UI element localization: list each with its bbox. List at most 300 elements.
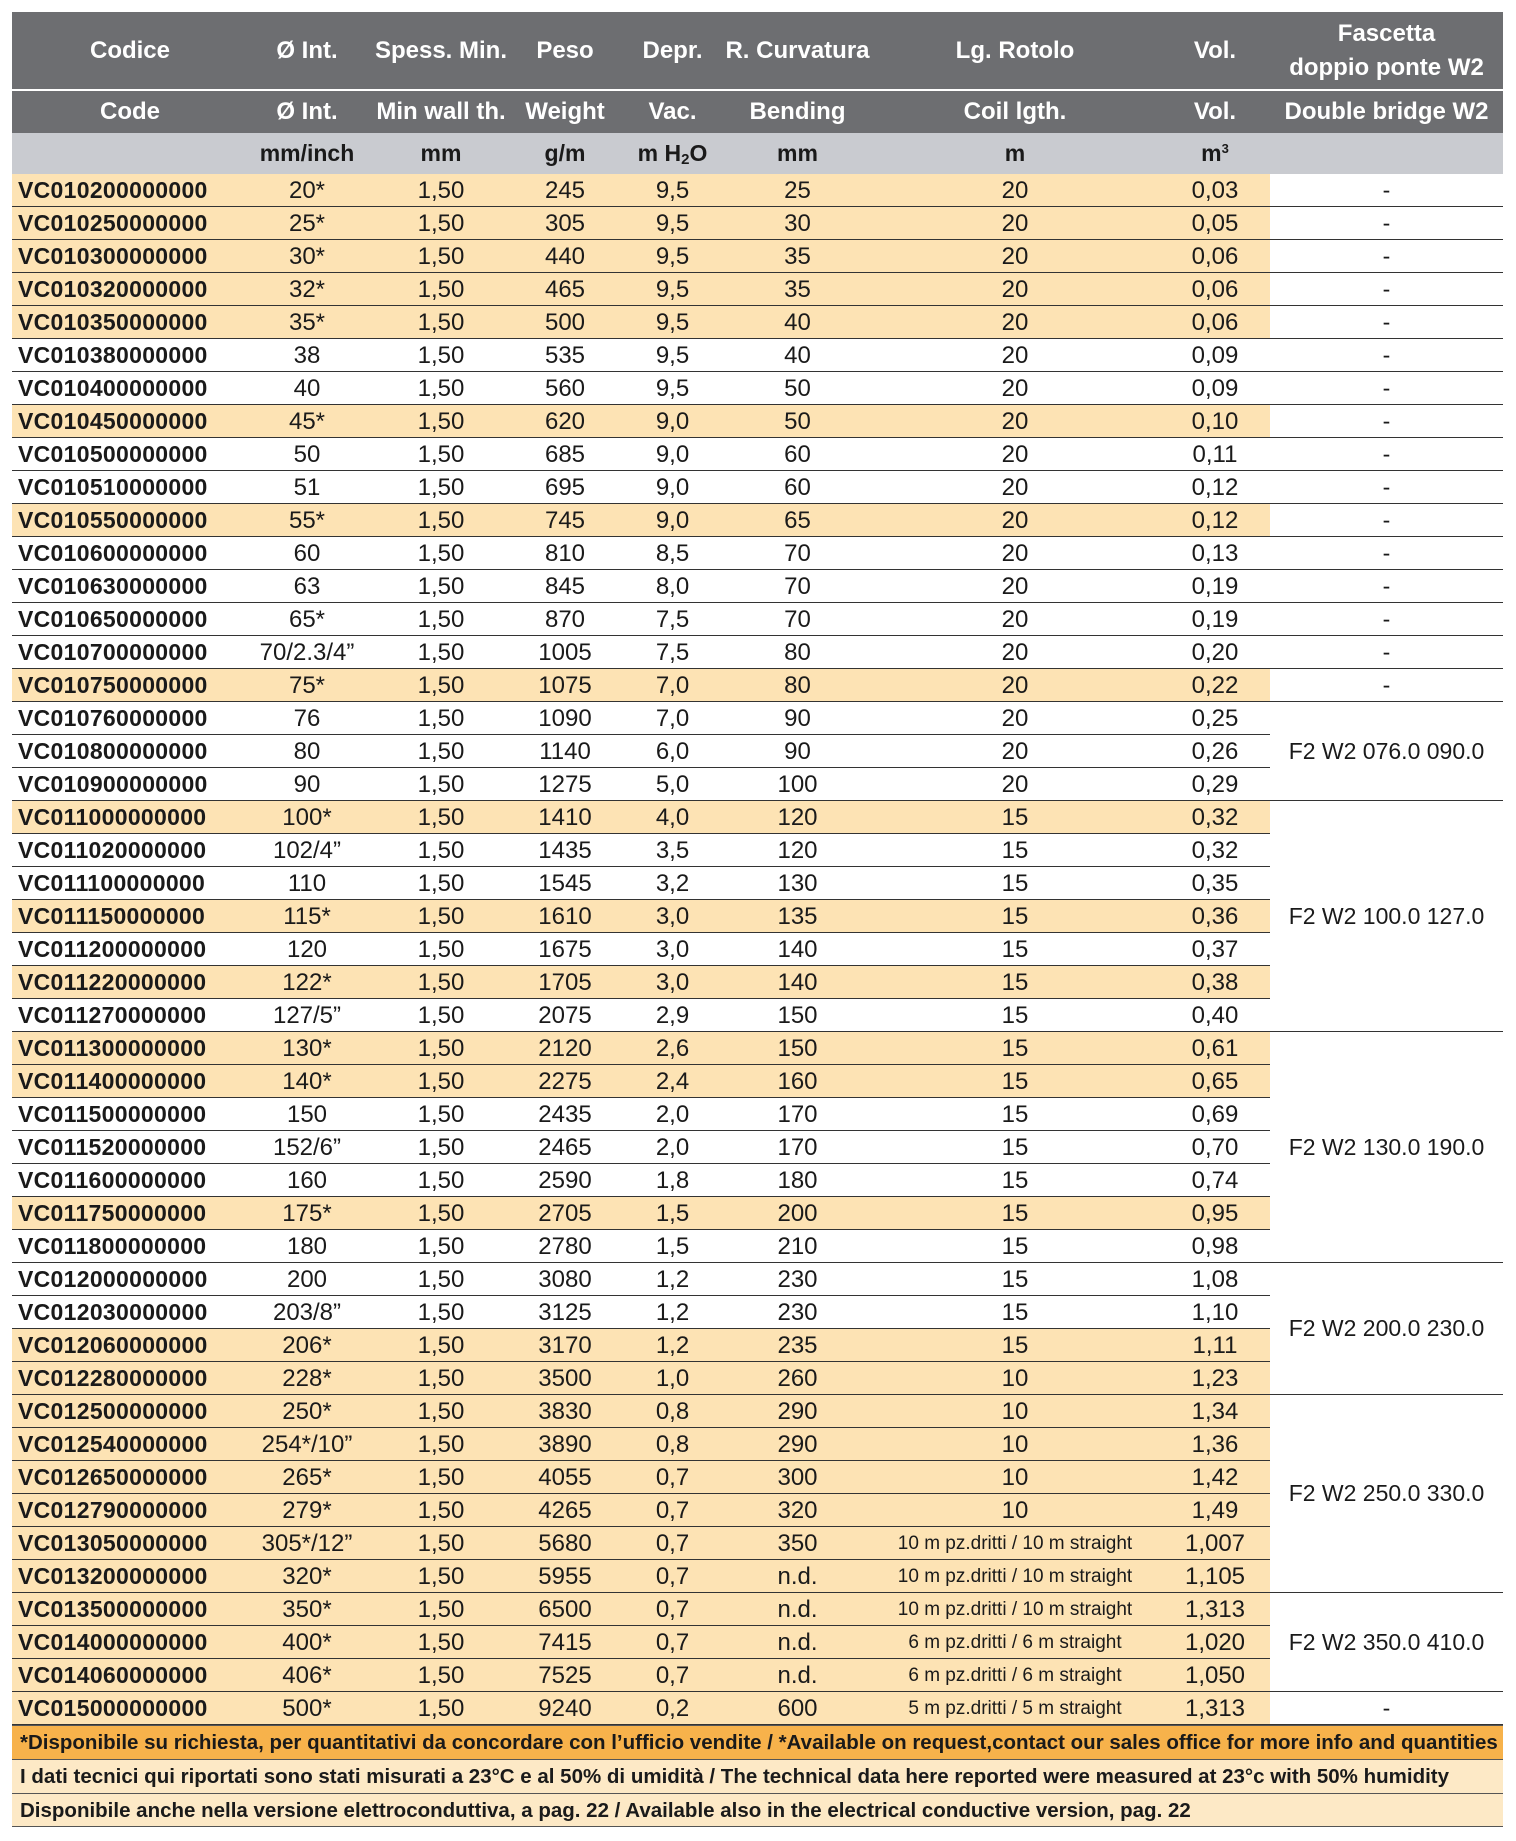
header-bending: Bending [725,90,870,133]
wall-cell: 1,50 [372,405,510,438]
wall-cell: 1,50 [372,339,510,372]
coil-cell: 10 m pz.dritti / 10 m straight [870,1527,1160,1560]
header-curvatura: R. Curvatura [725,12,870,90]
wall-cell: 1,50 [372,174,510,207]
vol-cell: 1,11 [1160,1329,1270,1362]
int-cell: 150 [242,1098,372,1131]
bending-cell: 210 [725,1230,870,1263]
vol-cell: 0,65 [1160,1065,1270,1098]
weight-cell: 245 [510,174,620,207]
coil-cell: 20 [870,339,1160,372]
fascetta-cell: - [1270,669,1503,702]
fascetta-cell: - [1270,504,1503,537]
coil-cell: 20 [870,471,1160,504]
code-cell: VC014000000000 [12,1626,242,1659]
wall-cell: 1,50 [372,504,510,537]
vac-cell: 9,5 [620,273,725,306]
code-cell: VC010760000000 [12,702,242,735]
table-row [12,273,1503,306]
vac-cell: 9,0 [620,504,725,537]
coil-cell: 10 [870,1461,1160,1494]
code-cell: VC010600000000 [12,537,242,570]
coil-cell: 20 [870,735,1160,768]
header-rotolo: Lg. Rotolo [870,12,1160,90]
coil-cell: 10 [870,1494,1160,1527]
int-cell: 175* [242,1197,372,1230]
coil-cell: 15 [870,867,1160,900]
int-cell: 152/6” [242,1131,372,1164]
vol-cell: 1,49 [1160,1494,1270,1527]
unit-coil: m [870,133,1160,174]
header-int: Ø Int. [242,12,372,90]
wall-cell: 1,50 [372,1692,510,1725]
coil-cell: 20 [870,240,1160,273]
fascetta-cell: - [1270,240,1503,273]
bending-cell: 120 [725,834,870,867]
header-code: Code [12,90,242,133]
coil-cell: 15 [870,1296,1160,1329]
bending-cell: 35 [725,240,870,273]
weight-cell: 4265 [510,1494,620,1527]
table-row [12,1692,1503,1725]
wall-cell: 1,50 [372,372,510,405]
vol-cell: 1,36 [1160,1428,1270,1461]
wall-cell: 1,50 [372,471,510,504]
note-availability: *Disponibile su richiesta, per quantitativi da concordare con l’ufficio vendite / *Available on request,contact our sales office for more info and quantities [12,1725,1503,1759]
wall-cell: 1,50 [372,966,510,999]
vac-cell: 0,7 [620,1494,725,1527]
bending-cell: 90 [725,702,870,735]
table-row [12,306,1503,339]
weight-cell: 3080 [510,1263,620,1296]
weight-cell: 2590 [510,1164,620,1197]
code-cell: VC013500000000 [12,1593,242,1626]
table-row [12,339,1503,372]
code-cell: VC011750000000 [12,1197,242,1230]
hose-spec-table [12,12,1503,1725]
table-row [12,240,1503,273]
coil-cell: 10 [870,1395,1160,1428]
header-fascetta [1270,12,1503,90]
wall-cell: 1,50 [372,1032,510,1065]
vol-cell: 1,050 [1160,1659,1270,1692]
coil-cell: 20 [870,306,1160,339]
int-cell: 38 [242,339,372,372]
int-cell: 90 [242,768,372,801]
unit-vol: $m^3$ [1160,133,1270,174]
vac-cell: 0,8 [620,1395,725,1428]
wall-cell: 1,50 [372,1494,510,1527]
wall-cell: 1,50 [372,603,510,636]
int-cell: 55* [242,504,372,537]
wall-cell: 1,50 [372,1164,510,1197]
wall-cell: 1,50 [372,537,510,570]
table-row [12,372,1503,405]
vol-cell: 1,10 [1160,1296,1270,1329]
fascetta-cell: F2 W2 130.0 190.0 [1270,1032,1503,1263]
code-cell: VC011220000000 [12,966,242,999]
coil-cell: 15 [870,1197,1160,1230]
table-row [12,537,1503,570]
coil-cell: 15 [870,933,1160,966]
int-cell: 350* [242,1593,372,1626]
int-cell: 400* [242,1626,372,1659]
int-cell: 265* [242,1461,372,1494]
vac-cell: 7,0 [620,669,725,702]
code-cell: VC011150000000 [12,900,242,933]
table-row [12,207,1503,240]
coil-cell: 20 [870,669,1160,702]
int-cell: 40 [242,372,372,405]
wall-cell: 1,50 [372,1065,510,1098]
vol-cell: 0,36 [1160,900,1270,933]
wall-cell: 1,50 [372,1527,510,1560]
weight-cell: 2780 [510,1230,620,1263]
int-cell: 120 [242,933,372,966]
int-cell: 25* [242,207,372,240]
bending-cell: n.d. [725,1560,870,1593]
code-cell: VC011600000000 [12,1164,242,1197]
bending-cell: 200 [725,1197,870,1230]
vac-cell: 1,2 [620,1329,725,1362]
bending-cell: n.d. [725,1593,870,1626]
int-cell: 406* [242,1659,372,1692]
vac-cell: 8,0 [620,570,725,603]
table-row [12,801,1503,834]
header-wall: Min wall th. [372,90,510,133]
coil-cell: 15 [870,999,1160,1032]
fascetta-cell: - [1270,273,1503,306]
weight-cell: 5955 [510,1560,620,1593]
vol-cell: 0,69 [1160,1098,1270,1131]
vol-cell: 0,38 [1160,966,1270,999]
int-cell: 200 [242,1263,372,1296]
int-cell: 102/4” [242,834,372,867]
fascetta-cell: - [1270,1692,1503,1725]
bending-cell: 170 [725,1131,870,1164]
code-cell: VC012540000000 [12,1428,242,1461]
bending-cell: 50 [725,372,870,405]
bending-cell: 150 [725,1032,870,1065]
code-cell: VC010200000000 [12,174,242,207]
vol-cell: 0,12 [1160,471,1270,504]
vac-cell: 8,5 [620,537,725,570]
code-cell: VC011400000000 [12,1065,242,1098]
bending-cell: 40 [725,339,870,372]
vol-cell: 0,06 [1160,240,1270,273]
wall-cell: 1,50 [372,1197,510,1230]
header-row-units [12,133,1503,174]
weight-cell: 1090 [510,702,620,735]
int-cell: 80 [242,735,372,768]
weight-cell: 810 [510,537,620,570]
unit-bending: mm [725,133,870,174]
coil-cell: 20 [870,438,1160,471]
code-cell: VC012060000000 [12,1329,242,1362]
wall-cell: 1,50 [372,1263,510,1296]
bending-cell: 90 [725,735,870,768]
vol-cell: 0,11 [1160,438,1270,471]
coil-cell: 15 [870,1164,1160,1197]
code-cell: VC010750000000 [12,669,242,702]
fascetta-cell: - [1270,537,1503,570]
coil-cell: 15 [870,1098,1160,1131]
int-cell: 160 [242,1164,372,1197]
bending-cell: 350 [725,1527,870,1560]
weight-cell: 465 [510,273,620,306]
weight-cell: 500 [510,306,620,339]
bending-cell: 40 [725,306,870,339]
weight-cell: 845 [510,570,620,603]
wall-cell: 1,50 [372,1560,510,1593]
code-cell: VC011000000000 [12,801,242,834]
weight-cell: 1275 [510,768,620,801]
coil-cell: 15 [870,966,1160,999]
table-header [12,12,1503,174]
table-row [12,471,1503,504]
int-cell: 50 [242,438,372,471]
weight-cell: 2075 [510,999,620,1032]
bending-cell: 230 [725,1263,870,1296]
vol-cell: 0,06 [1160,306,1270,339]
vol-cell: 0,19 [1160,570,1270,603]
vol-cell: 0,06 [1160,273,1270,306]
vol-cell: 0,09 [1160,339,1270,372]
int-cell: 250* [242,1395,372,1428]
header-peso: Peso [510,12,620,90]
code-cell: VC010550000000 [12,504,242,537]
vac-cell: 1,5 [620,1197,725,1230]
code-cell: VC011200000000 [12,933,242,966]
int-cell: 254*/10” [242,1428,372,1461]
header-spess: Spess. Min. [372,12,510,90]
table-row [12,438,1503,471]
code-cell: VC012000000000 [12,1263,242,1296]
int-cell: 115* [242,900,372,933]
vac-cell: 3,5 [620,834,725,867]
coil-cell: 20 [870,273,1160,306]
table-row [12,669,1503,702]
int-cell: 110 [242,867,372,900]
vol-cell: 0,19 [1160,603,1270,636]
coil-cell: 5 m pz.dritti / 5 m straight [870,1692,1160,1725]
code-cell: VC011270000000 [12,999,242,1032]
vol-cell: 0,61 [1160,1032,1270,1065]
table-row [12,570,1503,603]
fascetta-cell: - [1270,174,1503,207]
vac-cell: 2,0 [620,1098,725,1131]
vac-cell: 7,0 [620,702,725,735]
code-cell: VC010250000000 [12,207,242,240]
coil-cell: 10 [870,1362,1160,1395]
wall-cell: 1,50 [372,1362,510,1395]
header-row-italian [12,12,1503,90]
table-row [12,174,1503,207]
wall-cell: 1,50 [372,1461,510,1494]
table-row [12,1593,1503,1626]
coil-cell: 15 [870,801,1160,834]
coil-cell: 20 [870,174,1160,207]
code-cell: VC010900000000 [12,768,242,801]
code-cell: VC010700000000 [12,636,242,669]
weight-cell: 560 [510,372,620,405]
vac-cell: 5,0 [620,768,725,801]
vol-cell: 0,05 [1160,207,1270,240]
int-cell: 30* [242,240,372,273]
bending-cell: 230 [725,1296,870,1329]
vol-cell: 0,95 [1160,1197,1270,1230]
header-vol: Vol. [1160,12,1270,90]
bending-cell: 140 [725,933,870,966]
bending-cell: 290 [725,1428,870,1461]
vac-cell: 7,5 [620,603,725,636]
wall-cell: 1,50 [372,438,510,471]
vol-cell: 1,42 [1160,1461,1270,1494]
weight-cell: 3500 [510,1362,620,1395]
bending-cell: 130 [725,867,870,900]
vac-cell: 0,7 [620,1593,725,1626]
table-row [12,1263,1503,1296]
wall-cell: 1,50 [372,570,510,603]
int-cell: 45* [242,405,372,438]
vac-cell: 0,7 [620,1461,725,1494]
bending-cell: 80 [725,636,870,669]
wall-cell: 1,50 [372,1098,510,1131]
vac-cell: 1,2 [620,1263,725,1296]
table-row [12,603,1503,636]
code-cell: VC010380000000 [12,339,242,372]
wall-cell: 1,50 [372,240,510,273]
int-cell: 180 [242,1230,372,1263]
spec-sheet [12,12,1503,1827]
weight-cell: 2435 [510,1098,620,1131]
weight-cell: 7525 [510,1659,620,1692]
coil-cell: 20 [870,603,1160,636]
weight-cell: 4055 [510,1461,620,1494]
code-cell: VC012650000000 [12,1461,242,1494]
weight-cell: 1005 [510,636,620,669]
coil-cell: 20 [870,636,1160,669]
weight-cell: 2705 [510,1197,620,1230]
vol-cell: 0,35 [1160,867,1270,900]
note-conductive-version: Disponibile anche nella versione elettroconduttiva, a pag. 22 / Available also in the electrical conductive version, pag. 22 [12,1793,1503,1827]
weight-cell: 3890 [510,1428,620,1461]
footnotes [12,1725,1503,1827]
bending-cell: 260 [725,1362,870,1395]
bending-cell: n.d. [725,1626,870,1659]
weight-cell: 1075 [510,669,620,702]
bending-cell: 60 [725,471,870,504]
weight-cell: 695 [510,471,620,504]
unit-fascetta-empty [1270,133,1503,174]
weight-cell: 2465 [510,1131,620,1164]
header-codice: Codice [12,12,242,90]
bending-cell: 25 [725,174,870,207]
vac-cell: 1,2 [620,1296,725,1329]
vac-cell: 7,5 [620,636,725,669]
code-cell: VC010510000000 [12,471,242,504]
int-cell: 76 [242,702,372,735]
coil-cell: 20 [870,372,1160,405]
vol-cell: 0,74 [1160,1164,1270,1197]
unit-vac: m $H_2O$ [620,133,725,174]
vol-cell: 1,313 [1160,1692,1270,1725]
bending-cell: 100 [725,768,870,801]
bending-cell: 60 [725,438,870,471]
table-row [12,504,1503,537]
vol-cell: 0,25 [1160,702,1270,735]
vol-cell: 0,29 [1160,768,1270,801]
vol-cell: 0,20 [1160,636,1270,669]
wall-cell: 1,50 [372,900,510,933]
bending-cell: 70 [725,537,870,570]
weight-cell: 745 [510,504,620,537]
weight-cell: 2275 [510,1065,620,1098]
coil-cell: 20 [870,207,1160,240]
coil-cell: 15 [870,1263,1160,1296]
int-cell: 75* [242,669,372,702]
weight-cell: 535 [510,339,620,372]
vac-cell: 3,0 [620,933,725,966]
wall-cell: 1,50 [372,867,510,900]
fascetta-cell: - [1270,603,1503,636]
wall-cell: 1,50 [372,1593,510,1626]
header-weight: Weight [510,90,620,133]
weight-cell: 7415 [510,1626,620,1659]
bending-cell: 30 [725,207,870,240]
coil-cell: 20 [870,570,1160,603]
vac-cell: 1,5 [620,1230,725,1263]
bending-cell: 170 [725,1098,870,1131]
vac-cell: 9,0 [620,405,725,438]
int-cell: 32* [242,273,372,306]
weight-cell: 1705 [510,966,620,999]
vac-cell: 0,8 [620,1428,725,1461]
code-cell: VC010650000000 [12,603,242,636]
fascetta-cell: - [1270,471,1503,504]
vac-cell: 0,2 [620,1692,725,1725]
vol-cell: 0,13 [1160,537,1270,570]
code-cell: VC011520000000 [12,1131,242,1164]
bending-cell: 290 [725,1395,870,1428]
vol-cell: 0,40 [1160,999,1270,1032]
bending-cell: 70 [725,603,870,636]
weight-cell: 305 [510,207,620,240]
header-fascetta-line1: Fascetta [1337,19,1436,47]
vac-cell: 2,9 [620,999,725,1032]
int-cell: 500* [242,1692,372,1725]
vac-cell: 9,5 [620,240,725,273]
bending-cell: 160 [725,1065,870,1098]
bending-cell: 65 [725,504,870,537]
vac-cell: 9,5 [620,339,725,372]
vol-cell: 0,22 [1160,669,1270,702]
header-depr: Depr. [620,12,725,90]
code-cell: VC010320000000 [12,273,242,306]
code-cell: VC010500000000 [12,438,242,471]
vol-cell: 1,313 [1160,1593,1270,1626]
weight-cell: 685 [510,438,620,471]
header-double-bridge: Double bridge W2 [1270,90,1503,133]
code-cell: VC012030000000 [12,1296,242,1329]
coil-cell: 20 [870,702,1160,735]
code-cell: VC010400000000 [12,372,242,405]
int-cell: 206* [242,1329,372,1362]
fascetta-cell: - [1270,438,1503,471]
code-cell: VC011300000000 [12,1032,242,1065]
wall-cell: 1,50 [372,207,510,240]
code-cell: VC011020000000 [12,834,242,867]
